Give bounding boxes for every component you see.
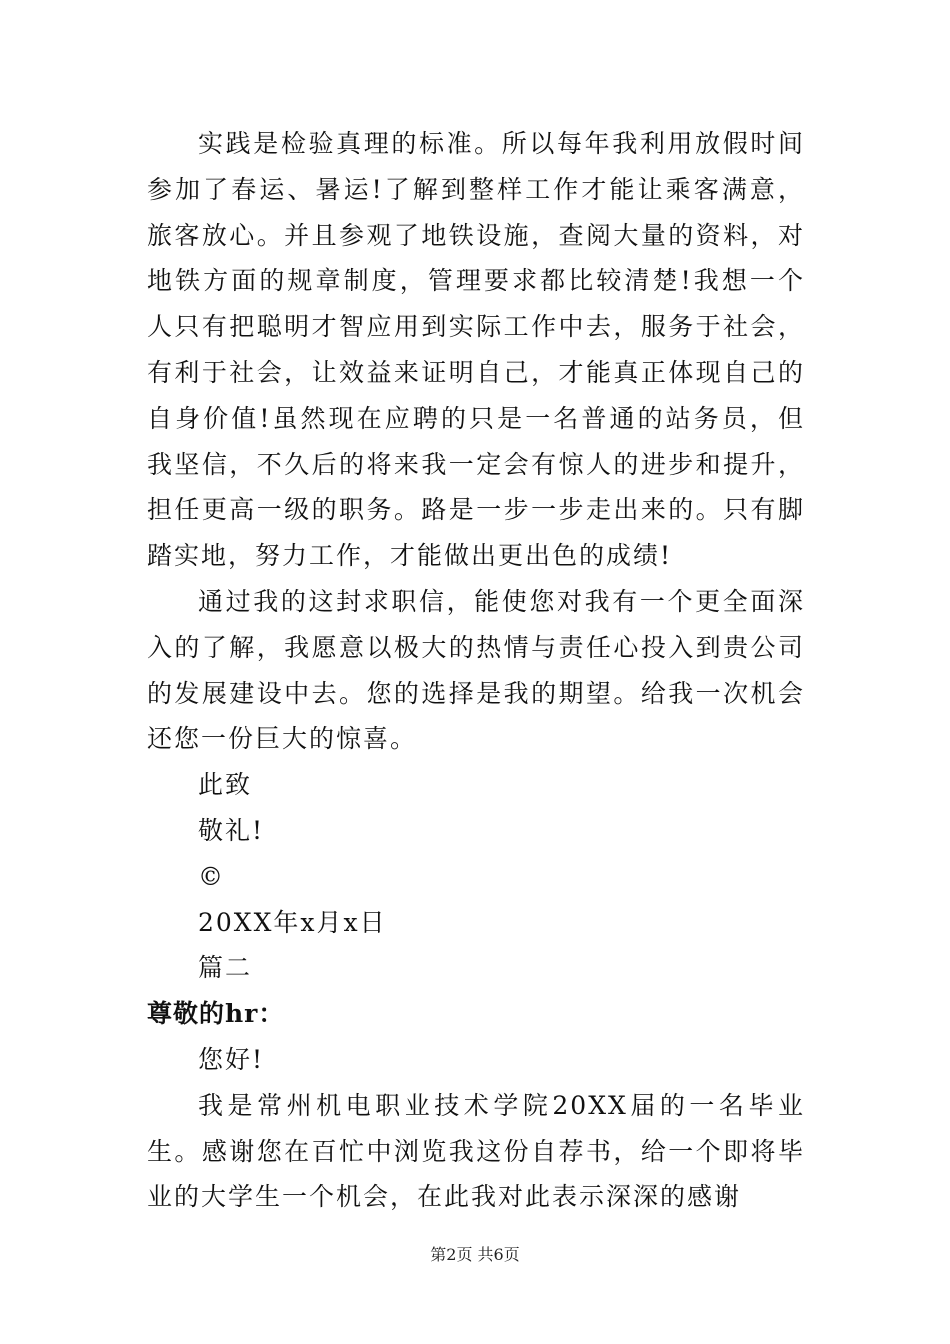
salutation: 尊敬的hr： <box>147 999 285 1029</box>
section-title: 篇二 <box>198 953 253 983</box>
body-paragraph: 实践是检验真理的标准。所以每年我利用放假时间参加了春运、暑运!了解到整样工作才能让乘客满意，旅客放心。并且参观了地铁设施，查阅大量的资料，对地铁方面的规章制度，管理要求都比较清楚!我想一个人只有把聪明才智应用到实际工作中去，服务于社会，有利于社会，让效益来证明自己，才能真正体现自己的自身价值!虽然现在应聘的只是一名普通的站务员，但我坚信，不久后的将来我一定会有惊人的进步和提升，担任更高一级的职务。路是一步一步走出来的。只有脚踏实地，努力工作，才能做出更出色的成绩! <box>147 129 805 571</box>
closing-line: 此致 <box>198 770 253 800</box>
greeting: 您好! <box>198 1044 265 1074</box>
body-paragraph: 通过我的这封求职信，能使您对我有一个更全面深入的了解，我愿意以极大的热情与责任心投入到贵公司的发展建设中去。您的选择是我的期望。给我一次机会还您一份巨大的惊喜。 <box>147 586 805 754</box>
closing-regards: 敬礼! <box>198 815 265 845</box>
intro-paragraph: 我是常州机电职业技术学院20XX届的一名毕业生。感谢您在百忙中浏览我这份自荐书，给一个即将毕业的大学生一个机会，在此我对此表示深深的感谢 <box>147 1090 805 1212</box>
letter-date: 20XX年x月x日 <box>198 907 387 937</box>
page-number: 第2页 共6页 <box>430 1245 520 1264</box>
copyright-symbol: © <box>198 861 225 891</box>
document-body <box>147 121 805 1220</box>
